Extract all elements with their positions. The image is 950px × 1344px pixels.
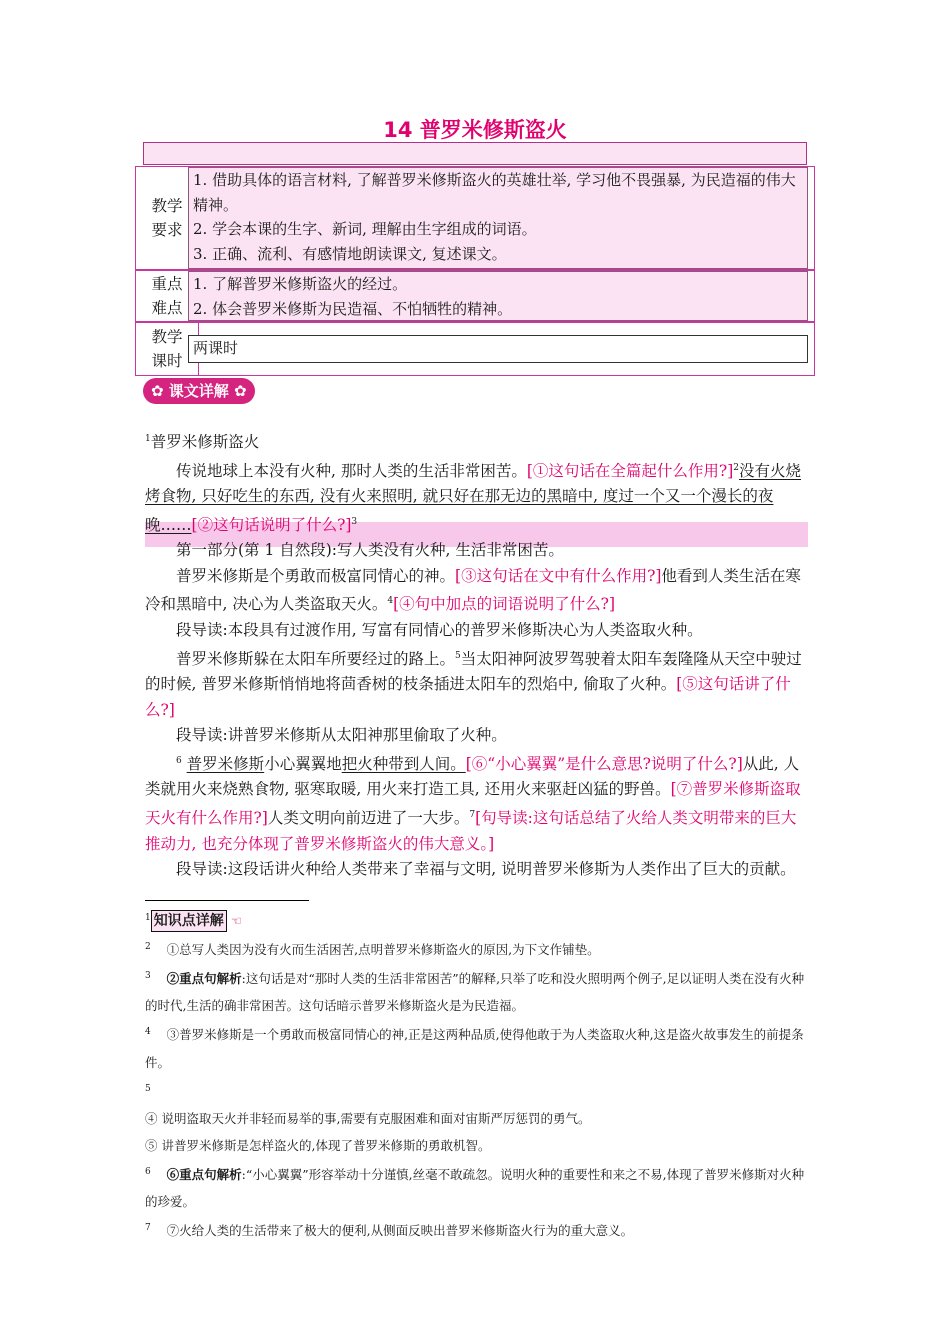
note-5b: ⑤ 讲普罗米修斯是怎样盗火的,体现了普罗米修斯的勇敢机智。: [145, 1137, 491, 1153]
page-title: 14 普罗米修斯盗火: [383, 118, 567, 142]
teach-req-content: [188, 167, 808, 269]
title-bar: [143, 142, 807, 165]
key-points-row: [135, 270, 815, 322]
key-point-item: 1. 了解普罗米修斯盗火的经过。: [193, 275, 408, 293]
guide-3: 段导读:这段话讲火种给人类带来了幸福与文明, 说明普罗米修斯为人类作出了巨大的贡献。: [176, 860, 796, 879]
note-6: $^6$ ⑥重点句解析:“小心翼翼”形容举动十分谨慎,丝毫不敢疏忽。说明火种的重要性和来之不易,体现了普罗米修斯对火种的珍爱。: [145, 1166, 805, 1209]
knowledge-label: $^1$ 知识点详解 ☜: [145, 905, 807, 934]
key-point-item: 2. 体会普罗米修斯为民造福、不怕牺牲的精神。: [193, 299, 513, 318]
note-3: $^3$ ②重点句解析:这句话是对“那时人类的生活非常困苦”的解释,只举了吃和没火照明两个例子,足以证明人类在没有火种的时代,生活的确非常困苦。这句话暗示普罗米修斯盗火是为民造福。: [145, 971, 805, 1014]
footnotes: [145, 905, 807, 1244]
note-5a: ④ 说明盗取天火并非轻而易举的事,需要有克服困难和面对宙斯严厉惩罚的勇气。: [145, 1110, 591, 1126]
guide-1: 段导读:本段具有过渡作用, 写富有同情心的普罗米修斯决心为人类盗取火种。: [176, 621, 703, 640]
lesson-text: [145, 427, 809, 883]
teach-req-row: [135, 166, 815, 270]
note-5: 5: [145, 1083, 151, 1094]
footnote-rule: [145, 900, 309, 901]
part1-summary: 第一部分(第 1 自然段):写人类没有火种, 生活非常困苦。: [176, 541, 564, 560]
key-points-content: [188, 271, 808, 321]
teach-req-label: 教学要求: [136, 167, 199, 269]
teach-req-item: 1. 借助具体的语言材料, 了解普罗米修斯盗火的英雄壮举, 学习他不畏强暴, 为民造福的伟大精神。: [193, 171, 796, 214]
note-4: $^4$ ③普罗米修斯是一个勇敢而极富同情心的神,正是这两种品质,使得他敢于为人类盗取火种,这是盗火故事发生的前提条件。: [145, 1027, 804, 1070]
text-heading: $^1$普罗米修斯盗火: [145, 433, 260, 452]
paragraph-4: $^6$ 普罗米修斯小心翼翼地把火种带到人间。[⑥“小心翼翼”是什么意思?说明了什么?]从此, 人类就用火来烧熟食物, 驱寒取暖, 用火来打造工具, 还用火来驱赶凶猛的野兽。[⑦普罗米修斯盗取天火有什么作用?]人类文明向前迈进了一大步。$^7$[句导读:这句话总结了火给人类文明带来的巨大推动力, 也充分体现了普罗米修斯盗火的伟大意义。]: [145, 754, 801, 853]
key-points-label: 重点难点: [136, 271, 199, 321]
note-7: $^7$ ⑦火给人类的生活带来了极大的便利,从侧面反映出普罗米修斯盗火行为的重大意义。: [145, 1222, 634, 1239]
section-banner: ✿ 课文详解 ✿: [143, 378, 255, 404]
paragraph-3: 普罗米修斯躲在太阳车所要经过的路上。$^5$当太阳神阿波罗驾驶着太阳车轰隆隆从天空中驶过的时候, 普罗米修斯悄悄地将茴香树的枝条插进太阳车的烈焰中, 偷取了火种。[⑤这句话讲了什么?]: [145, 649, 802, 719]
class-hours-value: 两课时: [188, 335, 808, 363]
paragraph-1: 传说地球上本没有火种, 那时人类的生活非常困苦。[①这句话在全篇起什么作用?]$^2$没有火烧烤食物, 只好吃生的东西, 没有火来照明, 就只好在那无边的黑暗中, 度过一个又一个漫长的夜晚……[②这句话说明了什么?]$^3$: [145, 461, 802, 534]
paragraph-2: 普罗米修斯是个勇敢而极富同情心的神。[③这句话在文中有什么作用?]他看到人类生活在寒冷和黑暗中, 决心为人类盗取天火。$^4$[④句中加点的词语说明了什么?]: [145, 566, 801, 614]
class-hours-label: 教学课时: [136, 323, 199, 375]
teach-req-item: 3. 正确、流利、有感情地朗读课文, 复述课文。: [193, 244, 507, 263]
class-hours-row: [135, 322, 815, 376]
note-2: $^2$ ①总写人类因为没有火而生活困苦,点明普罗米修斯盗火的原因,为下文作铺垫。: [145, 942, 600, 958]
guide-2: 段导读:讲普罗米修斯从太阳神那里偷取了火种。: [176, 726, 507, 745]
teach-req-item: 2. 学会本课的生字、新词, 理解由生字组成的词语。: [193, 220, 537, 238]
